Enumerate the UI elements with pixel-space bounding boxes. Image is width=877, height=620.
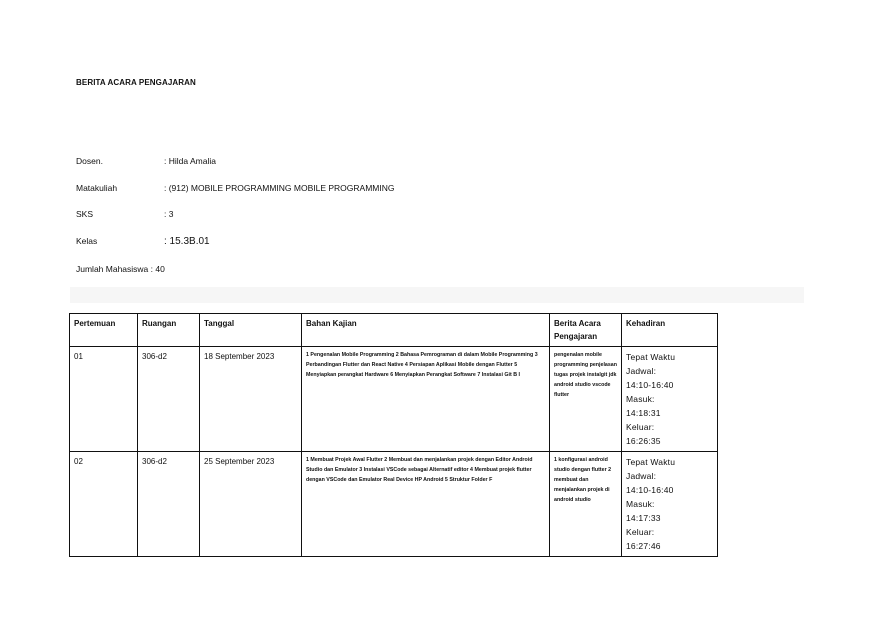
- kehadiran-status: Tepat Waktu: [626, 457, 676, 467]
- header-berita-acara: Berita Acara Pengajaran: [550, 314, 622, 347]
- cell-bahan-kajian: 1 Membuat Projek Awal Flutter 2 Membuat dan menjalankan projek dengan Editor Android Studio dan Emulator 3 Instalasi VSCode sebagai Alternatif editor 4 Membuat projek flutter dengan VSCode dan Emulator Real Device HP Android 5 Struktur Folder F: [302, 452, 550, 557]
- cell-pertemuan: 02: [70, 452, 138, 557]
- kehadiran-jadwal-value: 14:10-16:40: [626, 485, 674, 495]
- lecture-table: [69, 313, 718, 557]
- kehadiran-status: Tepat Waktu: [626, 352, 676, 362]
- cell-kehadiran: [622, 347, 718, 452]
- kehadiran-jadwal-label: Jadwal:: [626, 366, 657, 376]
- shaded-band: [70, 287, 804, 303]
- matakuliah-label: Matakuliah: [76, 183, 118, 193]
- cell-tanggal: 18 September 2023: [200, 347, 302, 452]
- header-kehadiran: Kehadiran: [622, 314, 718, 347]
- kehadiran-masuk-value: 14:17:33: [626, 513, 661, 523]
- table-header-row: [70, 314, 718, 347]
- kehadiran-keluar-label: Keluar:: [626, 527, 655, 537]
- kehadiran-masuk-label: Masuk:: [626, 394, 655, 404]
- cell-ruangan: 306-d2: [138, 347, 200, 452]
- kehadiran-keluar-value: 16:26:35: [626, 436, 661, 446]
- cell-berita-acara: pengenalan mobile programming penjelasan tugas projek instalgit jdk android studio vscode flutter: [550, 347, 622, 452]
- info-dosen: [76, 156, 216, 166]
- kehadiran-jadwal-label: Jadwal:: [626, 471, 657, 481]
- jumlah-mahasiswa-text: Jumlah Mahasiswa : 40: [76, 264, 165, 274]
- sks-label: SKS: [76, 209, 94, 219]
- info-kelas: [76, 236, 210, 247]
- info-matakuliah: [76, 183, 394, 193]
- sks-value: : 3: [164, 209, 174, 219]
- kehadiran-keluar-value: 16:27:46: [626, 541, 661, 551]
- info-jumlah-mahasiswa: [76, 264, 165, 274]
- cell-tanggal: 25 September 2023: [200, 452, 302, 557]
- cell-berita-acara: 1 konfigurasi android studio dengan flutter 2 membuat dan menjalankan projek di android studio: [550, 452, 622, 557]
- info-sks: [76, 209, 173, 219]
- kehadiran-keluar-label: Keluar:: [626, 422, 655, 432]
- header-bahan-kajian: Bahan Kajian: [302, 314, 550, 347]
- kehadiran-masuk-label: Masuk:: [626, 499, 655, 509]
- cell-kehadiran: [622, 452, 718, 557]
- header-pertemuan: Pertemuan: [70, 314, 138, 347]
- kelas-value: : 15.3B.01: [164, 236, 210, 247]
- matakuliah-value: : (912) MOBILE PROGRAMMING MOBILE PROGRAMMING: [164, 183, 395, 193]
- dosen-value: : Hilda Amalia: [164, 156, 216, 166]
- header-tanggal: Tanggal: [200, 314, 302, 347]
- cell-bahan-kajian: 1 Pengenalan Mobile Programming 2 Bahasa Pemrograman di dalam Mobile Programming 3 Perbandingan Flutter dan React Native 4 Persiapan Aplikasi Mobile dengan Flutter 5 Menyiapkan perangkat Hardware 6 Menyiapkan Perangkat Software 7 Instalasi Git B I: [302, 347, 550, 452]
- kehadiran-jadwal-value: 14:10-16:40: [626, 380, 674, 390]
- dosen-label: Dosen.: [76, 156, 103, 166]
- kelas-label: Kelas: [76, 236, 98, 246]
- document-title: BERITA ACARA PENGAJARAN: [76, 78, 196, 87]
- table-row: [70, 347, 718, 452]
- table-row: [70, 452, 718, 557]
- cell-ruangan: 306-d2: [138, 452, 200, 557]
- cell-pertemuan: 01: [70, 347, 138, 452]
- header-ruangan: Ruangan: [138, 314, 200, 347]
- kehadiran-masuk-value: 14:18:31: [626, 408, 661, 418]
